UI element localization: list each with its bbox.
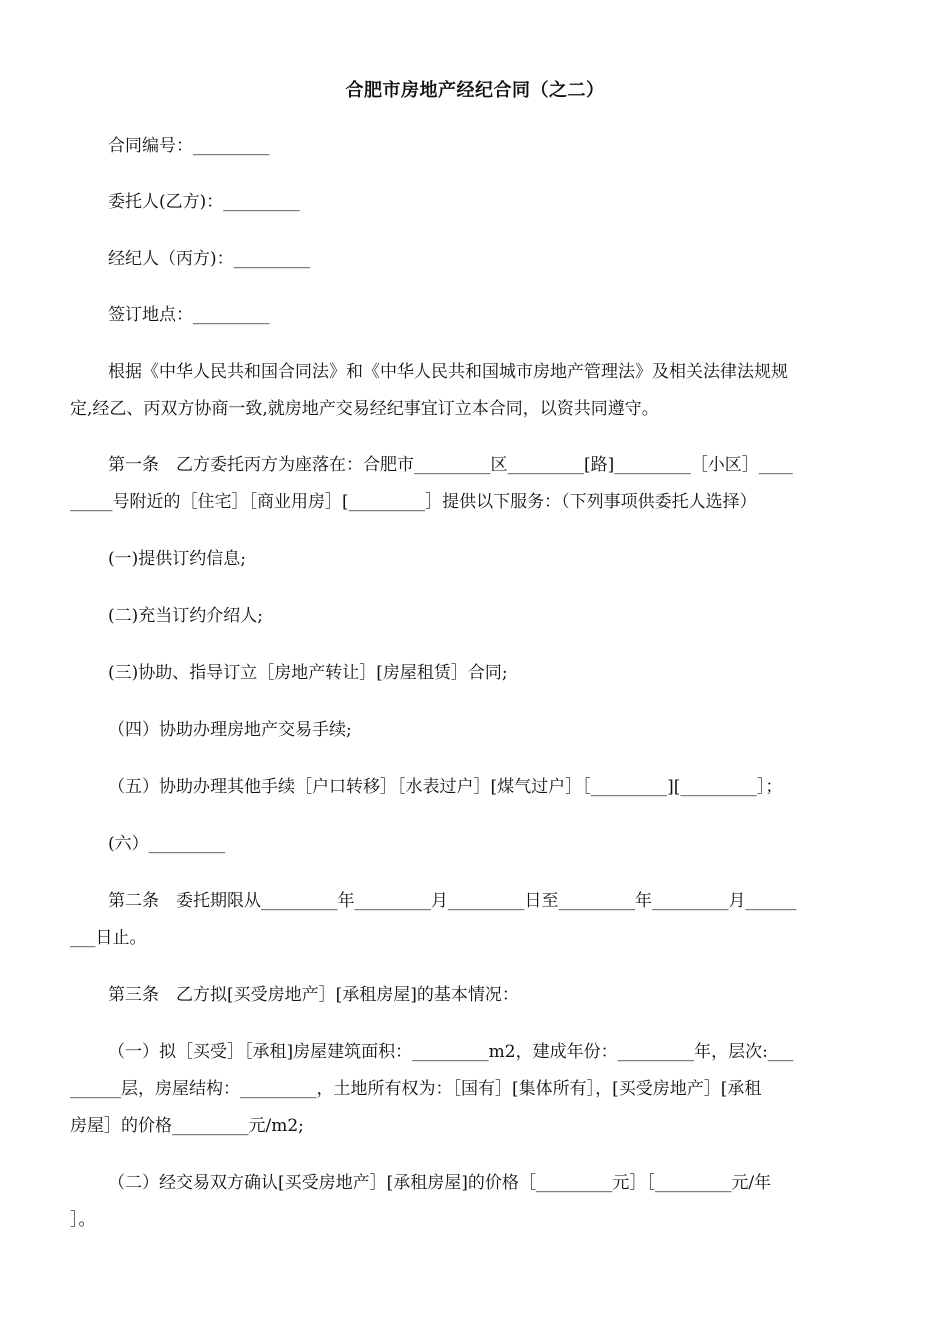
article2-line-1 xyxy=(70,883,888,920)
client-line xyxy=(70,184,888,221)
article2-text-1: 第二条 委托期限从_________年_________月_________日至_________年_________月______ xyxy=(108,891,797,911)
article3-item2-line-2: ］。 xyxy=(70,1210,96,1230)
article3-item1-line-3: 房屋］的价格_________元/m2; xyxy=(70,1116,304,1136)
service-item-4-text: （四）协助办理房地产交易手续; xyxy=(108,720,352,740)
article1-line-1 xyxy=(70,447,888,484)
preamble-line-1 xyxy=(70,354,888,391)
service-item-6-text: (六）_________ xyxy=(108,834,226,854)
service-item-6 xyxy=(70,826,888,863)
client-text: 委托人(乙方)：_________ xyxy=(108,192,300,212)
article1-line-2: _____号附近的［住宅］［商业用房］[_________］提供以下服务：（下列事项供委托人选择） xyxy=(70,492,757,512)
article1-text-1: 第一条 乙方委托丙方为座落在：合肥市_________区_________[路]_________［小区］____ xyxy=(108,455,793,475)
signing-place-line xyxy=(70,297,888,334)
preamble-text-1: 根据《中华人民共和国合同法》和《中华人民共和国城市房地产管理法》及相关法律法规规 xyxy=(108,362,788,382)
service-item-5 xyxy=(70,769,888,806)
article3-item2-line-1 xyxy=(70,1165,888,1202)
service-item-2-text: (二)充当订约介绍人; xyxy=(108,606,263,626)
service-item-1 xyxy=(70,541,888,578)
service-item-2 xyxy=(70,598,888,635)
article3-line xyxy=(70,977,888,1014)
service-item-1-text: (一)提供订约信息; xyxy=(108,549,246,569)
agent-line xyxy=(70,241,888,278)
article3-item1-text-1: （一）拟［买受］［承租]房屋建筑面积：_________m2，建成年份：_________年，层次:___ xyxy=(108,1042,794,1062)
service-item-3 xyxy=(70,655,888,692)
document-title: 合肥市房地产经纪合同（之二） xyxy=(345,80,605,101)
service-item-3-text: (三)协助、指导订立［房地产转让］[房屋租赁］合同; xyxy=(108,663,508,683)
article3-item1-line-2: ______层，房屋结构：_________，土地所有权为：［国有］[集体所有］，[买受房地产］[承租 xyxy=(70,1079,762,1099)
article2-line-2: ___日止。 xyxy=(70,928,147,948)
contract-number-text: 合同编号：_________ xyxy=(108,136,270,156)
article3-text: 第三条 乙方拟[买受房地产］[承租房屋]的基本情况： xyxy=(108,985,519,1005)
contract-number-line xyxy=(70,128,888,165)
article3-item2-text-1: （二）经交易双方确认[买受房地产］[承租房屋]的价格［_________元］［_________元/年 xyxy=(108,1173,772,1193)
article3-item1-line-1 xyxy=(70,1034,888,1071)
preamble-line-2: 定,经乙、丙双方协商一致,就房地产交易经纪事宜订立本合同，以资共同遵守。 xyxy=(70,399,659,419)
agent-text: 经纪人（丙方)：_________ xyxy=(108,249,311,269)
signing-place-text: 签订地点：_________ xyxy=(108,305,270,325)
service-item-4 xyxy=(70,712,888,749)
service-item-5-text: （五）协助办理其他手续［户口转移］［水表过户］[煤气过户］［_________][_________］； xyxy=(108,777,783,797)
